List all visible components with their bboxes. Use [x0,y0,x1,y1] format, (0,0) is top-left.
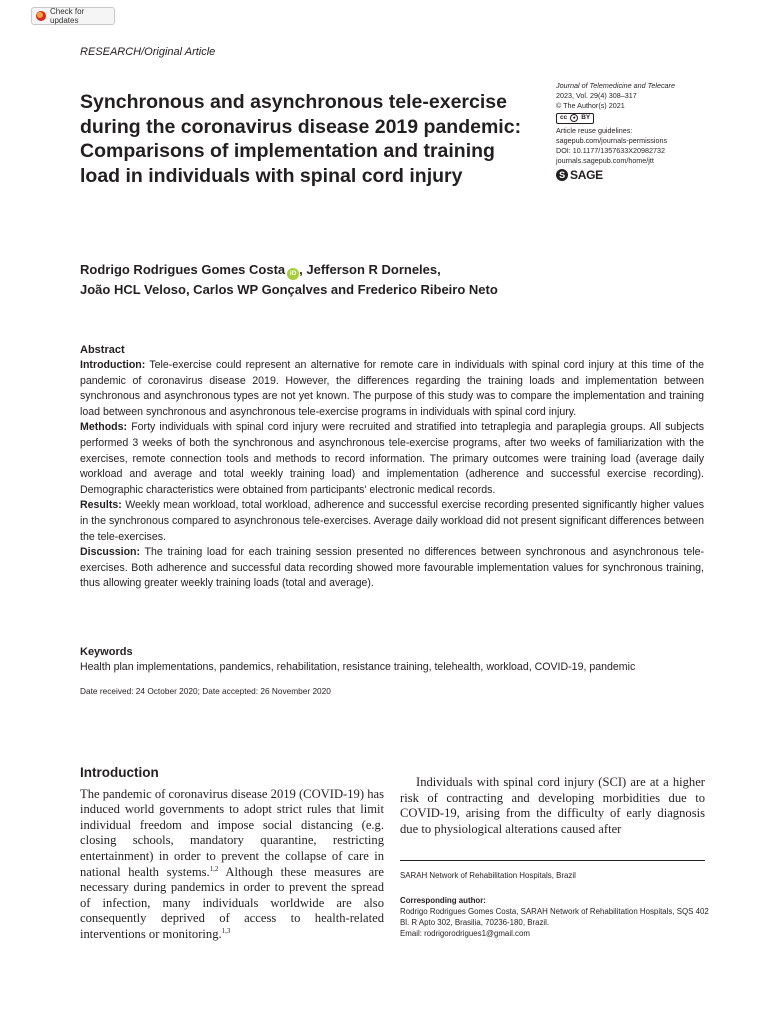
first-author[interactable]: Rodrigo Rodrigues Gomes Costa [80,262,286,277]
sage-logo [556,169,736,181]
journal-info [556,81,736,181]
license-row [556,113,736,124]
keywords-heading: Keywords [80,646,133,658]
sage-icon: S [556,169,568,181]
reuse-link[interactable]: sagepub.com/journals-permissions [556,135,668,145]
authors-line2: João HCL Veloso, Carlos WP Gonçalves and Frederico Ribeiro Neto [80,282,498,297]
introduction-paragraph-2: Individuals with spinal cord injury (SCI) are at a higher risk of contracting and developing morbidities due to COVID-19, arising from the difficulty of early diagnosis due to physiological alterations caused after [400,775,705,836]
introduction-left-column [80,765,384,943]
abstract-methods: Methods: Forty individuals with spinal cord injury were recruited and stratified into tetraplegia and paraplegia groups. All subjects performed 3 weeks of both the synchronous and asynchronous tele-exercise programs, after two weeks of familiarization with the exercises, remote connection tools and methods to record information. The primary outcomes were training load (average daily workload and average and total weekly training load) and implementation (adherence and successful exercise recording). Demographic characteristics were obtained from participants' electronic medical records. [80,421,704,496]
citation-1-3[interactable]: 1,3 [221,926,231,935]
reuse-guidelines: Article reuse guidelines: [556,125,633,135]
cc-license-icon[interactable] [556,113,594,124]
footnote-divider [400,860,705,861]
check-for-updates-label: Check for updates [50,7,85,25]
authors-line1-rest: , Jefferson R Dorneles, [299,262,441,277]
corresponding-author-email[interactable]: Email: rodrigorodrigues1@gmail.com [400,929,530,938]
citation-1-2[interactable]: 1,2 [209,864,219,873]
abstract-heading: Abstract [80,344,125,356]
person-icon: ● [570,114,578,122]
abstract-results: Results: Weekly mean workload, total workload, adherence and successful exercise recording presented significantly higher values in the synchronous compared to asynchronous tele-exercises. Average daily workload did not present significant differences between the tele-exercises. [80,499,704,543]
publisher-name: SAGE [570,168,603,183]
abstract [80,343,704,592]
article-title: Synchronous and asynchronous tele-exercise during the coronavirus disease 2019 pandemic: Comparisons of implementation and training load in individuals with spinal cord injury [80,91,522,187]
journal-volume: 2023, Vol. 29(4) 308–317 [556,91,637,101]
introduction-paragraph-1: The pandemic of coronavirus disease 2019 (COVID-19) has induced world governments to adopt strict rules that limit individual freedom and impose social distancing (e.g. closing schools, mandatory quarantine, restricting entertainment) in order to prevent the collapse of care in national health systems.$^{1,2}$ Although these measures are necessary during pandemics in order to prevent the spread of infection, many individuals worldwide are also consequently deprived of access to health-related interventions or monitoring.$^{1,3}$ [80,786,384,941]
article-section-label: RESEARCH/Original Article [80,46,216,58]
cc-by-label: BY [581,114,591,122]
journal-home-link[interactable]: journals.sagepub.com/home/jtt [556,156,654,166]
cc-label: cc [560,114,568,122]
journal-name: Journal of Telemedicine and Telecare [556,81,675,90]
affiliation: SARAH Network of Rehabilitation Hospitals, Brazil [400,871,576,880]
doi[interactable]: DOI: 10.1177/1357633X20982732 [556,146,665,156]
corresponding-author-title: Corresponding author: [400,896,486,905]
abstract-introduction: Introduction: Tele-exercise could represent an alternative for remote care in individuals with spinal cord injury at this time of the pandemic of coronavirus disease 2019. However, the differences regarding the training loads and implementation between synchronous and asynchronous types are not yet known. The purpose of this study was to compare the implementation and training load between synchronous and asynchronous tele-exercise programs in individuals with spinal cord injury. [80,359,704,418]
orcid-icon[interactable]: iD [287,268,299,280]
abstract-discussion: Discussion: The training load for each training session presented no differences between synchronous and asynchronous tele-exercises. Both adherence and successful data recording showed more favourable implementation values for synchronous training, thus allowing greater weekly training loads (total and average). [80,546,704,590]
footnotes [400,870,710,939]
check-for-updates-badge[interactable] [31,7,115,25]
copyright: © The Author(s) 2021 [556,101,625,111]
crossmark-icon [36,11,46,21]
author-list [80,260,700,300]
introduction-heading: Introduction [80,765,159,780]
corresponding-author-address: Rodrigo Rodrigues Gomes Costa, SARAH Network of Rehabilitation Hospitals, SQS 402 Bl. R Apto 302, Brasilia, 70236-180, Brazil. [400,907,709,927]
keywords [80,645,720,676]
dates-line: Date received: 24 October 2020; Date accepted: 26 November 2020 [80,686,331,696]
introduction-right-column [400,775,705,837]
keywords-text: Health plan implementations, pandemics, rehabilitation, resistance training, telehealth, workload, COVID-19, pandemic [80,661,636,673]
